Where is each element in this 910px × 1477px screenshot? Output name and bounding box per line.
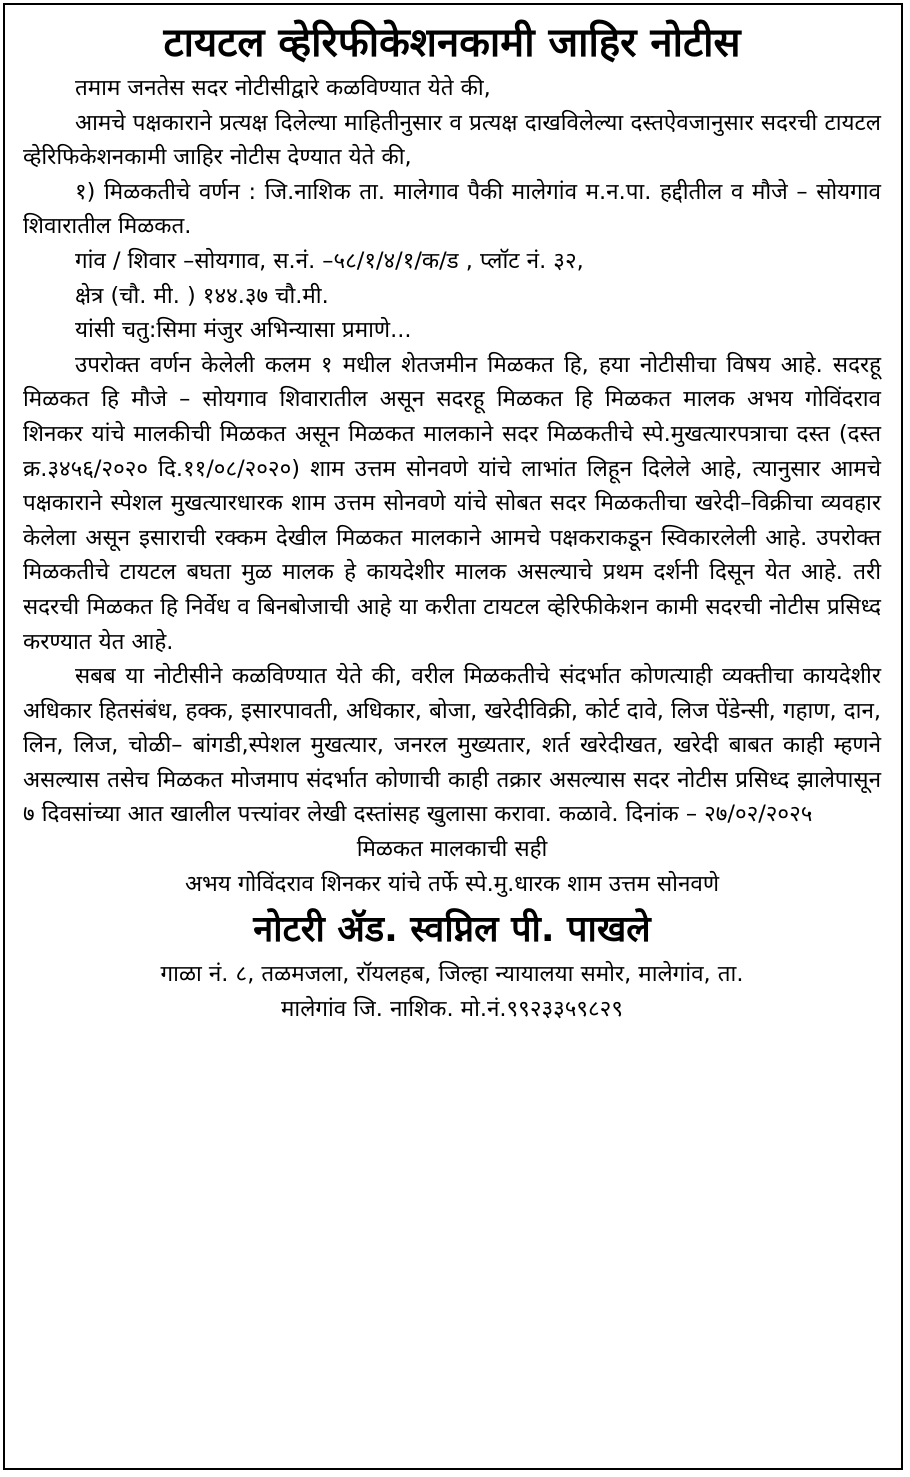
notary-address-line-1: गाळा नं. ८, तळमजला, रॉयलहब, जिल्हा न्यायालया समोर, मालेगांव, ता. (160, 961, 744, 988)
owner-representative: अभय गोविंदराव शिनकर यांचे तर्फे स्पे.मु.धारक शाम उत्तम सोनवणे (184, 870, 720, 897)
notary-name: नोटरी ॲड. स्वप्निल पी. पाखले (253, 909, 651, 951)
boundary-line: यांसी चतु:सिमा मंजुर अभिन्यासा प्रमाणे... (75, 317, 412, 344)
property-description: १) मिळकतीचे वर्णन : जि.नाशिक ता. मालेगाव पैकी मालेगांव म.न.पा. हद्दीतील व मौजे – सोयगाव शिवारातील मिळकत. (23, 178, 881, 240)
village-survey-line: गांव / शिवार –सोयगाव, स.नं. –५८/१/४/१/क/ड , प्लॉट नं. ३२, (75, 247, 584, 274)
area-line: क्षेत्र (चौ. मी. ) १४४.३७ चौ.मी. (75, 282, 329, 309)
notary-address-line-2: मालेगांव जि. नाशिक. मो.नं.९९२३३५९८२९ (281, 995, 623, 1022)
paragraph-objection-call: सबब या नोटीसीने कळविण्यात येते की, वरील मिळकतीचे संदर्भात कोणत्याही व्यक्तीचा कायदेशीर अधिकार हितसंबंध, हक्क, इसारपावती, अधिकार, बोजा, खरेदीविक्री, कोर्ट दावे, लिज पेंडेन्सी, गहाण, दान, लिन, लिज, चोळी– बांगडी,स्पेशल मुखत्यार, जनरल मुख्यतार, शर्त खरेदीखत, खरेदी बाबत काही म्हणने असल्यास तसेच मिळकत मोजमाप संदर्भात कोणाची काही तक्रार असल्यास सदर नोटीस प्रसिध्द झालेपासून ७ दिवसांच्या आत खालील पत्त्यांवर लेखी दस्तांसह खुलासा करावा. कळावे. दिनांक – २७/०२/२०२५ (23, 663, 881, 828)
notice-frame (3, 3, 903, 1470)
intro-line: तमाम जनतेस सदर नोटीसीद्वारे कळविण्यात येते की, (75, 75, 491, 101)
paragraph-property-details: उपरोक्त वर्णन केलेली कलम १ मधील शेतजमीन मिळकत हि, हया नोटीसीचा विषय आहे. सदरहू मिळकत हि मौजे – सोयगाव शिवारातील असून सदरहू मिळकत हि मिळकत मालक अभय गोविंदराव शिनकर यांचे मालकीची मिळकत असून मिळकत मालकाने सदर मिळकतीचे स्पे.मुखत्यारपत्राचा दस्त (दस्त क्र.३४५६/२०२० दि.११/०८/२०२०) शाम उत्तम सोनवणे यांचे लाभांत लिहून दिलेले आहे, त्यानुसार आमचे पक्षकाराने स्पेशल मुखत्यारधारक शाम उत्तम सोनवणे यांचे सोबत सदर मिळकतीचा खरेदी–विक्रीचा व्यवहार केलेला असून इसाराची रक्कम देखील मिळकत मालकाने आमचे पक्षकराकडून स्विकारलेली आहे. उपरोक्त मिळकतीचे टायटल बघता मुळ मालक हे कायदेशीर मालक असल्याचे प्रथम दर्शनी दिसून येत आहे. तरी सदरची मिळकत हि निर्वेध व बिनबोजाची आहे या करीता टायटल व्हेरिफीकेशन कामी सदरची नोटीस प्रसिध्द करण्यात येत आहे. (23, 351, 881, 655)
notice-title: टायटल व्हेरिफीकेशनकामी जाहिर नोटीस (163, 20, 741, 66)
owner-signature-label: मिळकत मालकाची सही (356, 836, 548, 863)
paragraph-client-info: आमचे पक्षकाराने प्रत्यक्ष दिलेल्या माहितीनुसार व प्रत्यक्ष दाखविलेल्या दस्तऐवजानुसार सदरची टायटल व्हेरिफिकेशनकामी जाहिर नोटीस देण्यात येते की, (23, 109, 881, 171)
